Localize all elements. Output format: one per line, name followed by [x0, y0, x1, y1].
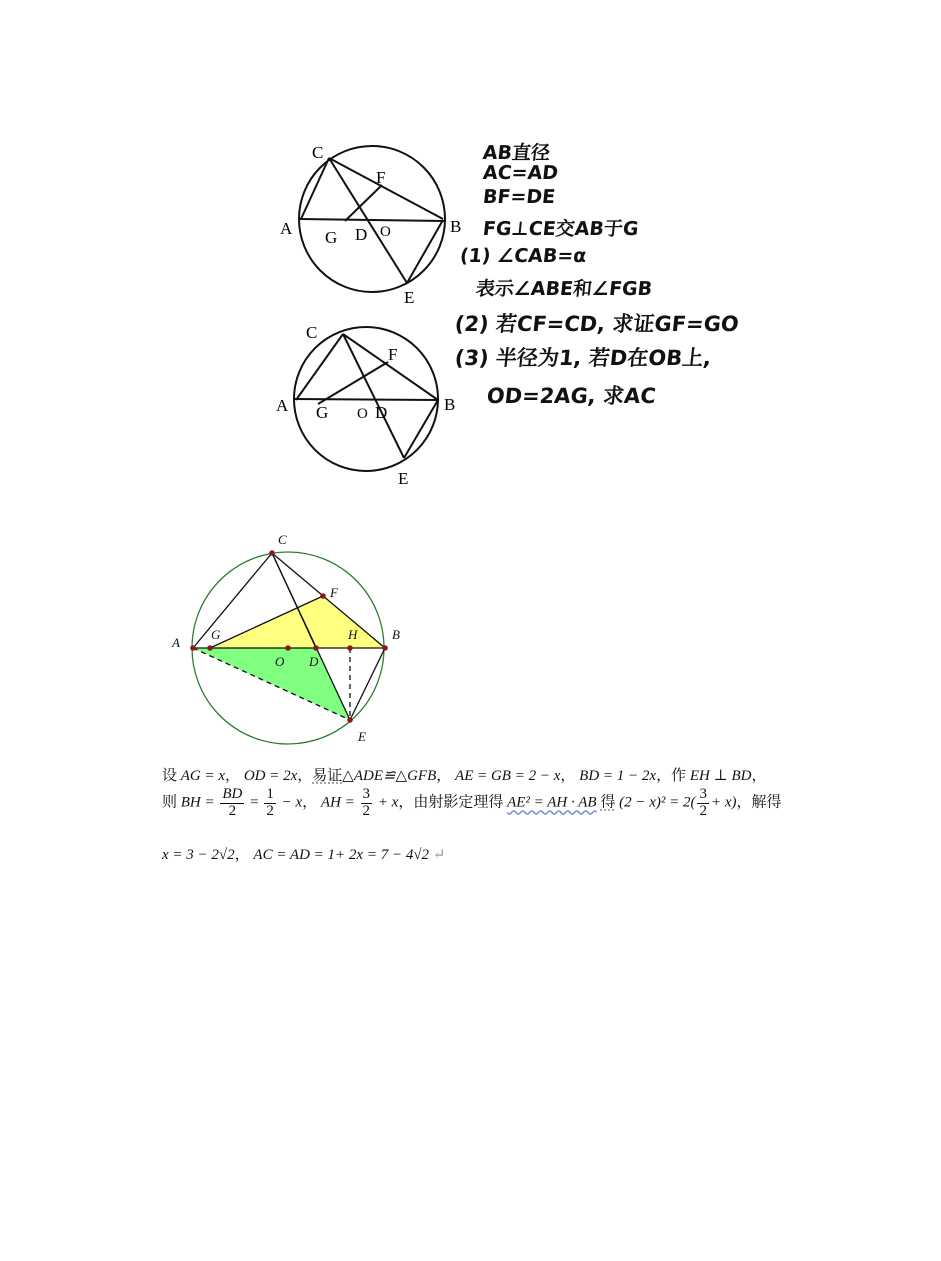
sketch2-label-f: F	[388, 345, 398, 364]
note-q1-line1: (1) ∠CAB=α	[458, 245, 588, 267]
sketch2-label-e: E	[398, 469, 409, 488]
solution-line-2: 则 BH = $\frac{BD}{2}$ = $\frac{1}{2}$ − x， AH = $\frac{3}{2}$ + x，由射影定理得 AE² = AH · AB 得 (2 − x)² = 2( $\frac{3}{2}$ + x)，解得	[162, 786, 782, 819]
note-given-4: FG⊥CE交AB于G	[481, 218, 640, 240]
sketch2-label-b: B	[444, 395, 456, 414]
sketch-2	[270, 320, 470, 490]
note-q2: (2) 若CF=CD, 求证GF=GO	[453, 312, 741, 336]
sketch2-label-a: A	[276, 396, 289, 415]
fig-label-a: A	[172, 635, 180, 650]
fig-label-g: G	[211, 627, 221, 642]
sketch1-label-o: O	[380, 224, 391, 240]
sketch1-label-b: B	[450, 217, 462, 236]
sketch2-label-g: G	[316, 403, 329, 422]
sketch2-label-c: C	[306, 323, 318, 342]
fig-label-b: B	[392, 627, 400, 642]
solution-line-3: x = 3 − 2√2， AC = AD = 1+ 2x = 7 − 4√2 ↵	[162, 847, 446, 863]
note-given-3: BF=DE	[481, 186, 557, 208]
note-q3-line2: OD=2AG, 求AC	[485, 384, 658, 408]
yellow-triangle	[210, 596, 385, 648]
sketch2-label-o: O	[357, 406, 368, 422]
sketch1-label-e: E	[404, 288, 415, 307]
sketch1-label-c: C	[312, 143, 324, 162]
geometry-figure	[160, 525, 420, 750]
note-given-2: AC=AD	[481, 162, 560, 184]
fig-label-c: C	[278, 532, 287, 547]
note-given-1: AB直径	[481, 142, 552, 164]
note-q1-line2: 表示∠ABE和∠FGB	[474, 278, 654, 300]
sketch-1	[270, 130, 470, 310]
fig-label-f: F	[330, 585, 338, 600]
solution-line-1: 设 AG = x， OD = 2x，易证△ADE≌△GFB， AE = GB = 2 − x， BD = 1 − 2x，作 EH ⊥ BD，	[162, 768, 767, 784]
sketch1-label-g: G	[325, 228, 338, 247]
fig-label-d: D	[309, 654, 319, 669]
sketch1-label-f: F	[376, 168, 386, 187]
sketch1-label-d: D	[355, 225, 368, 244]
fig-label-e: E	[358, 729, 366, 744]
sketch2-label-d: D	[375, 403, 388, 422]
sketch1-label-a: A	[280, 219, 293, 238]
note-q3-line1: (3) 半径为1, 若D在OB上,	[453, 346, 713, 370]
fig-label-o: O	[275, 654, 285, 669]
fig-label-h: H	[348, 627, 358, 642]
